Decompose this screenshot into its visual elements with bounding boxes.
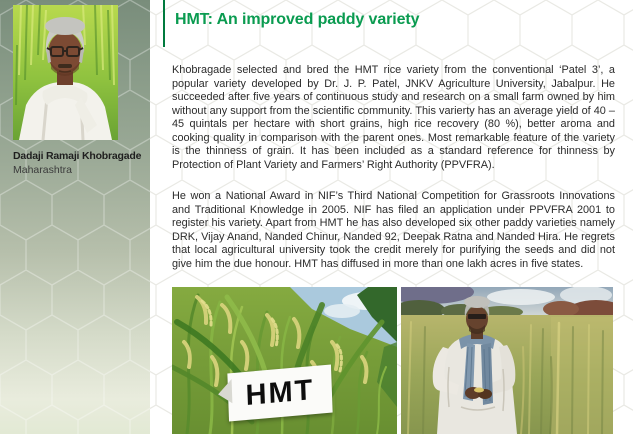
article-title: HMT: An improved paddy variety <box>175 11 420 28</box>
article-paragraph-2: He won a National Award in NIF’s Third National Competition for Grassroots Innovations and Traditional Knowledge in 2005. NIF has filed an application under PPVFRA 2001 to register his variety. Apart from HMT he has also developed six other paddy varieties namely DRK, Vijay Anand, Nanded Chinur, Nanded 92, Deepak Ratna and Nanded Hira. He regrets that local agricultural university took the credit merely for purifying the seeds and did not give him the due honour. HMT has diffused in more than one lakh acres in five states. <box>172 190 615 270</box>
article-paragraph-1: Khobragade selected and bred the HMT rice variety from the conventional ‘Patel 3’, a popular variety developed by Dr. J. P. Patel, JNKV Agriculture University, Jabalpur. He succeeded after five years of continuous study and research on a small farm owned by him without any support from the scientific community. This varierty has an average yield of 40 – 45 quintals per hectare with short grains, high rice recovery (80 %), better aroma and cooking quality in comparison with the parent ones. Most remarkable feature of the variety is the thinness of grain. It has been included as a standard reference for thinness by Protection of Plant Variety and Farmers’ Right Authority (PPVFRA). <box>172 64 615 171</box>
farmer-in-field-photo <box>401 287 613 434</box>
hmt-sign-label: HMT <box>245 373 315 412</box>
title-accent-rule <box>163 0 165 47</box>
paddy-field-photo <box>172 287 397 434</box>
farmer-field-illustration <box>401 287 613 434</box>
innovator-location: Maharashtra <box>13 164 72 176</box>
hmt-field-sign <box>227 364 332 421</box>
innovator-name: Dadaji Ramaji Khobragade <box>13 150 142 162</box>
